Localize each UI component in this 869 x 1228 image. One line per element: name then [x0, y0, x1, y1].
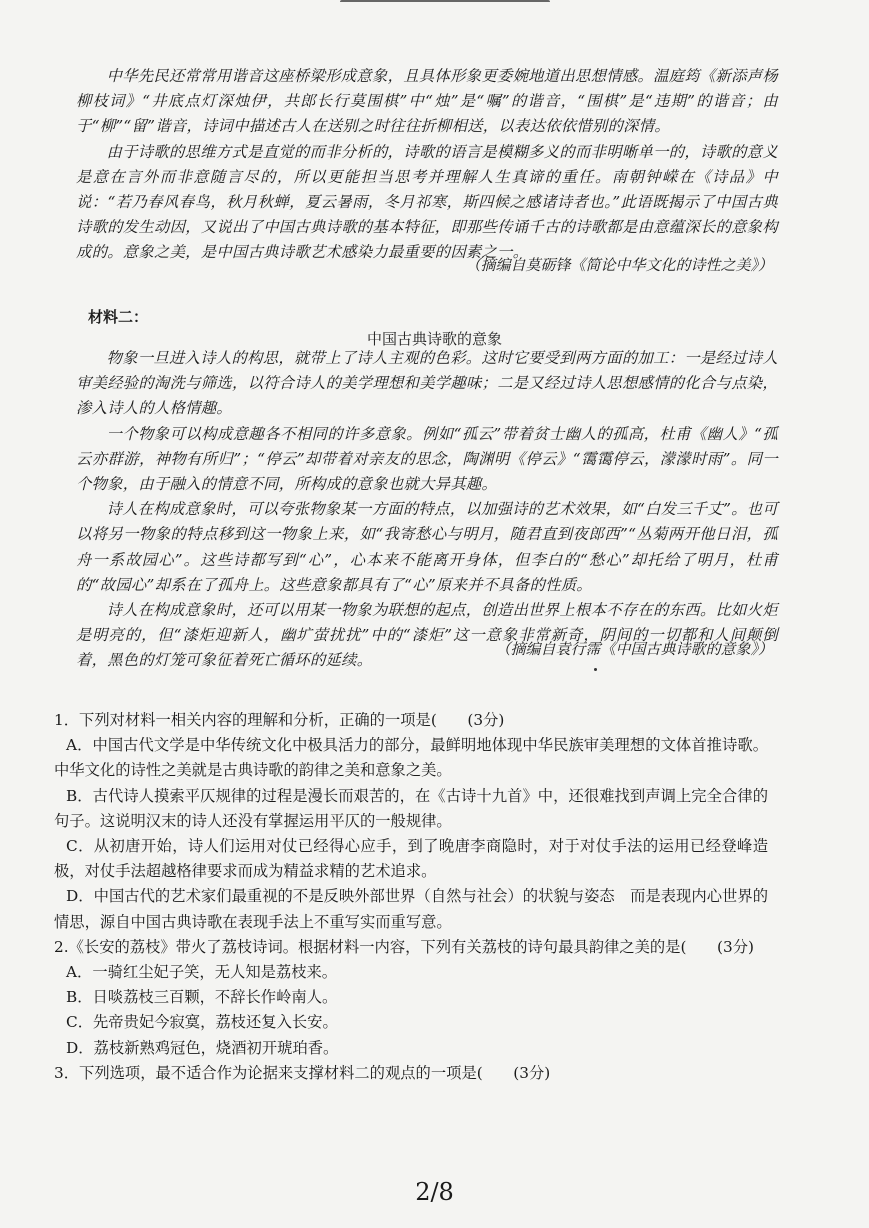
question-1-option-b: B．古代诗人摸索平仄规律的过程是漫长而艰苦的，在《古诗十九首》中，还很难找到声调上完全合律的句子。这说明汉末的诗人还没有掌握运用平仄的一般规律。 — [54, 786, 768, 830]
material2-body — [76, 346, 778, 674]
material1-paragraph-2: 由于诗歌的思维方式是直觉的而非分析的，诗歌的语言是模糊多义的而非明晰单一的，诗歌的意义是意在言外而非意随言尽的，所以更能担当思考并理解人生真谛的重任。南朝钟嵘在《诗品》中说：“若乃春风春鸟，秋月秋蝉，夏云暑雨，冬月祁寒，斯四候之感诸诗者也。”此语既揭示了中国古典诗歌的发生动因，又说出了中国古典诗歌的基本特征，即那些传诵千古的诗歌都是由意蕴深长的意象构成的。意象之美，是中国古典诗歌艺术感染力最重要的因素之一。 — [76, 142, 778, 262]
scan-edge-mark — [340, 0, 550, 6]
material2-label: 材料二： — [88, 308, 149, 326]
material2-paragraph-2: 一个物象可以构成意趣各不相同的许多意象。例如“孤云”带着贫士幽人的孤高，杜甫《幽人》“孤云亦群游，神物有所归”；“停云”却带着对亲友的思念，陶渊明《停云》“霭霭停云，濛濛时雨”。同一个物象，由于融入的情意不同，所构成的意象也就大异其趣。 — [76, 424, 778, 494]
page-number: 2/8 — [415, 1178, 454, 1206]
material1-body — [76, 64, 778, 266]
material1-paragraph-1: 中华先民还常常用谐音这座桥梁形成意象，且具体形象更委婉地道出思想情感。温庭筠《新添声杨柳枝词》“井底点灯深烛伊，共郎长行莫围棋”中“烛”是“嘱”的谐音，“围棋”是“违期”的谐音；由于“柳”“留”谐音，诗词中描述古人在送别之时往往折柳相送，以表达依依惜别的深情。 — [76, 67, 778, 136]
question-1-option-c: C．从初唐开始，诗人们运用对仗已经得心应手，到了晚唐李商隐时，对于对仗手法的运用已经登峰造极，对仗手法超越格律要求而成为精益求精的艺术追求。 — [54, 837, 768, 881]
material2-paragraph-3: 诗人在构成意象时，可以夸张物象某一方面的特点，以加强诗的艺术效果，如“白发三千丈”。也可以将另一物象的特点移到这一物象上来，如“我寄愁心与明月，随君直到夜郎西”“丛菊两开他日泪，孤舟一系故园心”。这些诗都写到“心”，心本来不能离开身体，但李白的“愁心”却托给了明月，杜甫的“故园心”却系在了孤舟上。这些意象都具有了“心”原来并不具备的性质。 — [76, 500, 778, 594]
stray-dot — [594, 668, 597, 671]
material1-citation: （摘编自莫砺锋《简论中华文化的诗性之美》） — [465, 256, 773, 274]
material2-title: 中国古典诗歌的意象 — [366, 330, 502, 348]
question-1-option-a: A．中国古代文学是中华传统文化中极具活力的部分，最鲜明地体现中华民族审美理想的文体首推诗歌。中华文化的诗性之美就是古典诗歌的韵律之美和意象之美。 — [54, 736, 768, 780]
question-1: 1．下列对材料一相关内容的理解和分析，正确的一项是( (3分) — [54, 711, 505, 729]
question-2-option-b: B．日啖荔枝三百颗，不辞长作岭南人。 — [66, 988, 338, 1007]
material2-citation: （摘编自袁行霈《中国古典诗歌的意象》） — [495, 640, 773, 658]
question-2-option-d: D．荔枝新熟鸡冠色，烧酒初开琥珀香。 — [66, 1038, 339, 1057]
question-2: 2.《长安的荔枝》带火了荔枝诗词。根据材料一内容，下列有关荔枝的诗句最具韵律之美的是( (3分) — [54, 937, 754, 956]
material2-paragraph-1: 物象一旦进入诗人的构思，就带上了诗人主观的色彩。这时它要受到两方面的加工：一是经过诗人审美经验的淘洗与筛选，以符合诗人的美学理想和美学趣味；二是又经过诗人思想感情的化合与点染，渗入诗人的人格情趣。 — [76, 349, 778, 418]
question-2-option-c: C．先帝贵妃今寂寞，荔枝还复入长安。 — [66, 1013, 338, 1032]
questions-section — [54, 708, 768, 1086]
question-2-option-a: A．一骑红尘妃子笑，无人知是荔枝来。 — [66, 963, 338, 982]
material2-paragraph-4: 诗人在构成意象时，还可以用某一物象为联想的起点，创造出世界上根本不存在的东西。比如火炬是明亮的，但“漆炬迎新人，幽圹萤扰扰”中的“漆炬”这一意象非常新奇，阴间的一切都和人间颠倒着，黑色的灯笼可象征着死亡循环的延续。 — [76, 601, 778, 670]
question-1-option-d: D．中国古代的艺术家们最重视的不是反映外部世界（自然与社会）的状貌与姿态 而是表现内心世界的情思，源自中国古典诗歌在表现手法上不重写实而重写意。 — [54, 887, 768, 931]
question-3: 3．下列选项，最不适合作为论据来支撑材料二的观点的一项是( (3分) — [54, 1063, 551, 1082]
